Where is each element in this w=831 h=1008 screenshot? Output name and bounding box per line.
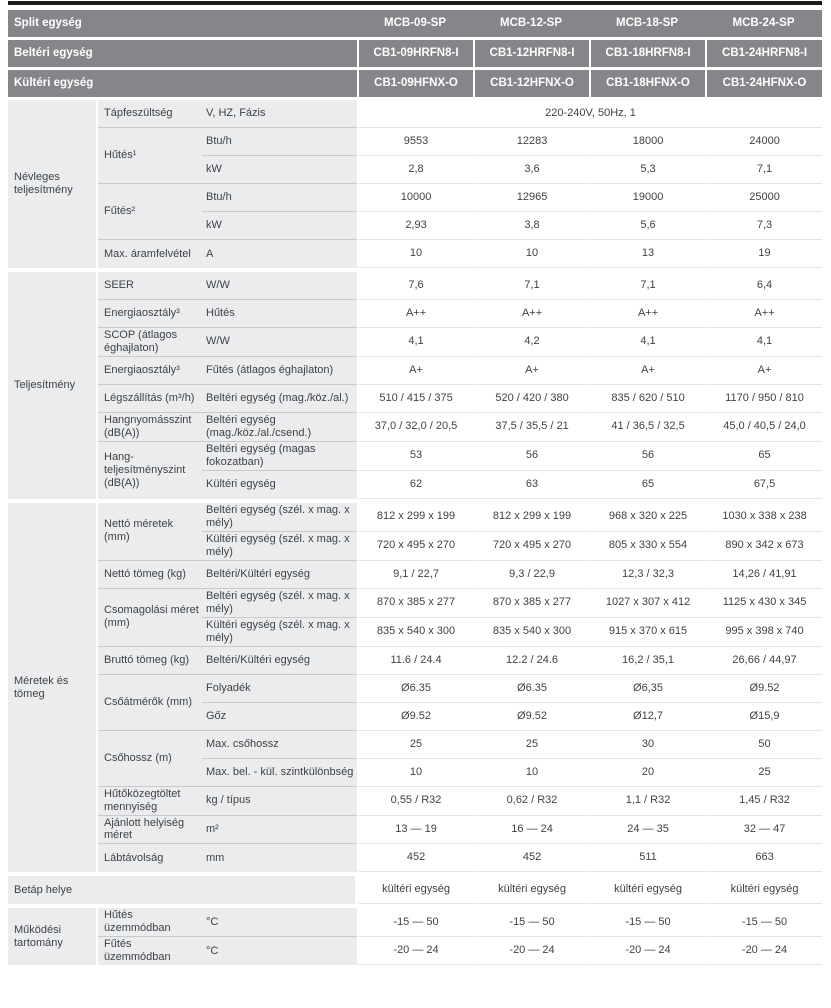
property-label: Lábtávolság bbox=[98, 844, 202, 872]
property-label: SEER bbox=[98, 272, 202, 300]
sub-label: Beltéri egység (szél. x mag. x mély) bbox=[202, 503, 357, 532]
value-cell: 10 bbox=[473, 240, 589, 268]
value-cell: A++ bbox=[589, 300, 705, 328]
sub-label: Beltéri egység (szél. x mag. x mély) bbox=[202, 589, 357, 618]
value-cell: 3,6 bbox=[473, 156, 589, 184]
value-cell: 50 bbox=[705, 731, 822, 759]
header-model-cell: CB1-09HRFN8-I bbox=[357, 40, 473, 70]
value-cell: 37,0 / 32,0 / 20,5 bbox=[357, 413, 473, 442]
value-cell: 835 / 620 / 510 bbox=[589, 385, 705, 413]
value-cell: 10 bbox=[357, 240, 473, 268]
value-cell: 25000 bbox=[705, 184, 822, 212]
value-cell: 2,93 bbox=[357, 212, 473, 240]
sub-label: Fűtés (átlagos éghajlaton) bbox=[202, 357, 357, 385]
value-cell: 37,5 / 35,5 / 21 bbox=[473, 413, 589, 442]
value-cell: 16,2 / 35,1 bbox=[589, 647, 705, 675]
value-cell: 9,1 / 22,7 bbox=[357, 561, 473, 589]
sub-label: W/W bbox=[202, 328, 357, 357]
property-label: Energiaosztály³ bbox=[98, 357, 202, 385]
property-label: Hűtés¹ bbox=[98, 128, 202, 184]
value-cell: 4,1 bbox=[589, 328, 705, 357]
property-label: Hűtés üzemmódban bbox=[98, 908, 202, 937]
header-row-split bbox=[8, 10, 822, 40]
spec-row bbox=[8, 240, 822, 268]
property-label: Max. áramfelvétel bbox=[98, 240, 202, 268]
value-cell: 20 bbox=[589, 759, 705, 787]
value-cell: 9,3 / 22,9 bbox=[473, 561, 589, 589]
property-label: Hang-teljesítményszint (dB(A)) bbox=[98, 442, 202, 499]
sub-label: Max. bel. - kül. szintkülönbség bbox=[202, 759, 357, 787]
header-model-cell: CB1-12HRFN8-I bbox=[473, 40, 589, 70]
value-cell: 18000 bbox=[589, 128, 705, 156]
sub-label: Kültéri egység (szél. x mag. x mély) bbox=[202, 532, 357, 561]
spec-row bbox=[8, 844, 822, 872]
property-label: Bruttó tömeg (kg) bbox=[98, 647, 202, 675]
value-cell: A+ bbox=[705, 357, 822, 385]
section-label: Betáp helye bbox=[8, 876, 357, 904]
value-cell: 7,3 bbox=[705, 212, 822, 240]
value-cell: 19 bbox=[705, 240, 822, 268]
value-cell: A+ bbox=[357, 357, 473, 385]
value-cell: 915 x 370 x 615 bbox=[589, 618, 705, 647]
spec-row bbox=[8, 442, 822, 471]
value-cell: 12283 bbox=[473, 128, 589, 156]
sub-label: Beltéri egység (mag./köz./al.) bbox=[202, 385, 357, 413]
header-model-cell: CB1-12HFNX-O bbox=[473, 70, 589, 100]
value-cell: 452 bbox=[357, 844, 473, 872]
value-cell: 30 bbox=[589, 731, 705, 759]
sub-label: Max. csőhossz bbox=[202, 731, 357, 759]
value-cell: 452 bbox=[473, 844, 589, 872]
header-model-cell: MCB-12-SP bbox=[473, 10, 589, 40]
value-cell: -20 — 24 bbox=[473, 937, 589, 965]
top-accent-bar bbox=[8, 1, 822, 5]
value-cell: Ø6,35 bbox=[589, 675, 705, 703]
value-cell: 32 — 47 bbox=[705, 816, 822, 845]
value-cell: 663 bbox=[705, 844, 822, 872]
property-label: Hangnyomásszint (dB(A)) bbox=[98, 413, 202, 442]
sub-label: W/W bbox=[202, 272, 357, 300]
value-cell: 65 bbox=[705, 442, 822, 471]
value-cell: 510 / 415 / 375 bbox=[357, 385, 473, 413]
spec-row bbox=[8, 328, 822, 357]
value-cell: 13 bbox=[589, 240, 705, 268]
value-cell: 10 bbox=[473, 759, 589, 787]
value-cell: 812 x 299 x 199 bbox=[473, 503, 589, 532]
sub-label: Gőz bbox=[202, 703, 357, 731]
value-cell: -20 — 24 bbox=[705, 937, 822, 965]
spec-row bbox=[8, 675, 822, 703]
header-label-outdoor: Kültéri egység bbox=[8, 70, 357, 100]
value-cell: 0,62 / R32 bbox=[473, 787, 589, 816]
value-cell: A++ bbox=[473, 300, 589, 328]
value-cell: 7,1 bbox=[473, 272, 589, 300]
sub-label: Hűtés bbox=[202, 300, 357, 328]
section-0 bbox=[8, 100, 822, 268]
value-cell: 2,8 bbox=[357, 156, 473, 184]
spec-row bbox=[8, 128, 822, 156]
value-cell: 520 / 420 / 380 bbox=[473, 385, 589, 413]
sub-label: kg / típus bbox=[202, 787, 357, 816]
property-label: Légszállítás (m³/h) bbox=[98, 385, 202, 413]
value-cell: 25 bbox=[473, 731, 589, 759]
sub-label: V, HZ, Fázis bbox=[202, 100, 357, 128]
value-cell: 24 — 35 bbox=[589, 816, 705, 845]
property-label: Fűtés² bbox=[98, 184, 202, 240]
value-cell: 41 / 36,5 / 32,5 bbox=[589, 413, 705, 442]
header-model-cell: MCB-18-SP bbox=[589, 10, 705, 40]
property-label: Nettó méretek (mm) bbox=[98, 503, 202, 561]
value-cell: 10000 bbox=[357, 184, 473, 212]
value-cell: 995 x 398 x 740 bbox=[705, 618, 822, 647]
spec-row bbox=[8, 413, 822, 442]
value-cell: -15 — 50 bbox=[357, 908, 473, 937]
value-cell: Ø6.35 bbox=[473, 675, 589, 703]
value-cell: -20 — 24 bbox=[589, 937, 705, 965]
value-cell: 4,2 bbox=[473, 328, 589, 357]
value-cell: 45,0 / 40,5 / 24,0 bbox=[705, 413, 822, 442]
value-cell: A+ bbox=[473, 357, 589, 385]
sub-label: °C bbox=[202, 937, 357, 965]
value-cell: 24000 bbox=[705, 128, 822, 156]
value-cell: 968 x 320 x 225 bbox=[589, 503, 705, 532]
value-cell: 12965 bbox=[473, 184, 589, 212]
value-cell: kültéri egység bbox=[473, 876, 589, 904]
sub-label: Folyadék bbox=[202, 675, 357, 703]
value-cell: Ø9.52 bbox=[473, 703, 589, 731]
value-cell: kültéri egység bbox=[589, 876, 705, 904]
value-cell: Ø6.35 bbox=[357, 675, 473, 703]
section-label: Méretek és tömeg bbox=[8, 503, 98, 873]
property-label: Fűtés üzemmódban bbox=[98, 937, 202, 965]
value-cell: 812 x 299 x 199 bbox=[357, 503, 473, 532]
sub-label: Btu/h bbox=[202, 128, 357, 156]
value-cell: 16 — 24 bbox=[473, 816, 589, 845]
sub-label: Kültéri egység (szél. x mag. x mély) bbox=[202, 618, 357, 647]
value-cell: -15 — 50 bbox=[473, 908, 589, 937]
header-row-indoor bbox=[8, 40, 822, 70]
value-cell: 220-240V, 50Hz, 1 bbox=[357, 100, 822, 128]
value-cell: 1,45 / R32 bbox=[705, 787, 822, 816]
value-cell: 4,1 bbox=[705, 328, 822, 357]
spec-row bbox=[8, 908, 822, 937]
spec-table bbox=[8, 10, 822, 965]
sub-label: Beltéri egység (magas fokozatban) bbox=[202, 442, 357, 471]
value-cell: Ø9.52 bbox=[357, 703, 473, 731]
property-label: Tápfeszültség bbox=[98, 100, 202, 128]
sub-label: Beltéri/Kültéri egység bbox=[202, 647, 357, 675]
value-cell: 720 x 495 x 270 bbox=[357, 532, 473, 561]
sub-label: kW bbox=[202, 156, 357, 184]
value-cell: 5,6 bbox=[589, 212, 705, 240]
property-label: Hűtőközegtöltet mennyiség bbox=[98, 787, 202, 816]
value-cell: 835 x 540 x 300 bbox=[357, 618, 473, 647]
spec-row bbox=[8, 589, 822, 618]
value-cell: 1027 x 307 x 412 bbox=[589, 589, 705, 618]
spec-row bbox=[8, 561, 822, 589]
spec-row bbox=[8, 272, 822, 300]
spec-row bbox=[8, 816, 822, 845]
header-label-split: Split egység bbox=[8, 10, 357, 40]
value-cell: 835 x 540 x 300 bbox=[473, 618, 589, 647]
value-cell: 1170 / 950 / 810 bbox=[705, 385, 822, 413]
section-2 bbox=[8, 503, 822, 873]
value-cell: kültéri egység bbox=[705, 876, 822, 904]
header-model-cell: CB1-24HRFN8-I bbox=[705, 40, 822, 70]
header-model-cell: CB1-09HFNX-O bbox=[357, 70, 473, 100]
value-cell: 14,26 / 41,91 bbox=[705, 561, 822, 589]
value-cell: Ø12,7 bbox=[589, 703, 705, 731]
value-cell: 9553 bbox=[357, 128, 473, 156]
value-cell: Ø15,9 bbox=[705, 703, 822, 731]
value-cell: 10 bbox=[357, 759, 473, 787]
sub-label: m² bbox=[202, 816, 357, 845]
spec-row bbox=[8, 731, 822, 759]
sub-label: A bbox=[202, 240, 357, 268]
value-cell: kültéri egység bbox=[357, 876, 473, 904]
section-1 bbox=[8, 272, 822, 499]
value-cell: 7,1 bbox=[589, 272, 705, 300]
value-cell: 56 bbox=[473, 442, 589, 471]
property-label: Ajánlott helyiség méret bbox=[98, 816, 202, 845]
spec-row bbox=[8, 647, 822, 675]
value-cell: 25 bbox=[705, 759, 822, 787]
value-cell: 11.6 / 24.4 bbox=[357, 647, 473, 675]
value-cell: 7,6 bbox=[357, 272, 473, 300]
value-cell: 870 x 385 x 277 bbox=[357, 589, 473, 618]
value-cell: 511 bbox=[589, 844, 705, 872]
sub-label: Beltéri/Kültéri egység bbox=[202, 561, 357, 589]
header-model-cell: CB1-24HFNX-O bbox=[705, 70, 822, 100]
value-cell: A+ bbox=[589, 357, 705, 385]
value-cell: Ø9.52 bbox=[705, 675, 822, 703]
value-cell: 12.2 / 24.6 bbox=[473, 647, 589, 675]
value-cell: 65 bbox=[589, 471, 705, 499]
spec-row bbox=[8, 300, 822, 328]
sub-label: mm bbox=[202, 844, 357, 872]
header-label-indoor: Beltéri egység bbox=[8, 40, 357, 70]
sub-label: Beltéri egység (mag./köz./al./csend.) bbox=[202, 413, 357, 442]
property-label: Energiaosztály³ bbox=[98, 300, 202, 328]
sub-label: °C bbox=[202, 908, 357, 937]
section-4 bbox=[8, 908, 822, 965]
value-cell: 13 — 19 bbox=[357, 816, 473, 845]
spec-row bbox=[8, 937, 822, 965]
spec-row bbox=[8, 385, 822, 413]
sub-label: Kültéri egység bbox=[202, 471, 357, 499]
spec-row bbox=[8, 184, 822, 212]
value-cell: -15 — 50 bbox=[589, 908, 705, 937]
spec-row bbox=[8, 787, 822, 816]
value-cell: 0,55 / R32 bbox=[357, 787, 473, 816]
sub-label: kW bbox=[202, 212, 357, 240]
section-label: Névleges teljesítmény bbox=[8, 100, 98, 268]
value-cell: 12,3 / 32,3 bbox=[589, 561, 705, 589]
value-cell: -20 — 24 bbox=[357, 937, 473, 965]
value-cell: 6,4 bbox=[705, 272, 822, 300]
sub-label: Btu/h bbox=[202, 184, 357, 212]
value-cell: 805 x 330 x 554 bbox=[589, 532, 705, 561]
value-cell: 870 x 385 x 277 bbox=[473, 589, 589, 618]
spec-table-header bbox=[8, 10, 822, 100]
value-cell: 5,3 bbox=[589, 156, 705, 184]
property-label: Csőhossz (m) bbox=[98, 731, 202, 787]
section-label: Működési tartomány bbox=[8, 908, 98, 965]
header-model-cell: MCB-24-SP bbox=[705, 10, 822, 40]
value-cell: 1,1 / R32 bbox=[589, 787, 705, 816]
property-label: Nettó tömeg (kg) bbox=[98, 561, 202, 589]
spec-row bbox=[8, 876, 822, 904]
value-cell: 53 bbox=[357, 442, 473, 471]
value-cell: 890 x 342 x 673 bbox=[705, 532, 822, 561]
value-cell: 67,5 bbox=[705, 471, 822, 499]
property-label: Csőátmérők (mm) bbox=[98, 675, 202, 731]
value-cell: 26,66 / 44,97 bbox=[705, 647, 822, 675]
property-label: Csomagolási méret (mm) bbox=[98, 589, 202, 647]
value-cell: 720 x 495 x 270 bbox=[473, 532, 589, 561]
value-cell: 7,1 bbox=[705, 156, 822, 184]
value-cell: 63 bbox=[473, 471, 589, 499]
value-cell: A++ bbox=[705, 300, 822, 328]
value-cell: -15 — 50 bbox=[705, 908, 822, 937]
spec-row bbox=[8, 100, 822, 128]
header-row-outdoor bbox=[8, 70, 822, 100]
value-cell: 25 bbox=[357, 731, 473, 759]
section-3 bbox=[8, 876, 822, 904]
value-cell: 4,1 bbox=[357, 328, 473, 357]
value-cell: 19000 bbox=[589, 184, 705, 212]
value-cell: 1030 x 338 x 238 bbox=[705, 503, 822, 532]
property-label: SCOP (átlagos éghajlaton) bbox=[98, 328, 202, 357]
spec-row bbox=[8, 357, 822, 385]
value-cell: 56 bbox=[589, 442, 705, 471]
value-cell: 62 bbox=[357, 471, 473, 499]
spec-row bbox=[8, 503, 822, 532]
header-model-cell: CB1-18HFNX-O bbox=[589, 70, 705, 100]
section-label: Teljesítmény bbox=[8, 272, 98, 499]
header-model-cell: MCB-09-SP bbox=[357, 10, 473, 40]
value-cell: 3,8 bbox=[473, 212, 589, 240]
value-cell: A++ bbox=[357, 300, 473, 328]
header-model-cell: CB1-18HRFN8-I bbox=[589, 40, 705, 70]
value-cell: 1125 x 430 x 345 bbox=[705, 589, 822, 618]
